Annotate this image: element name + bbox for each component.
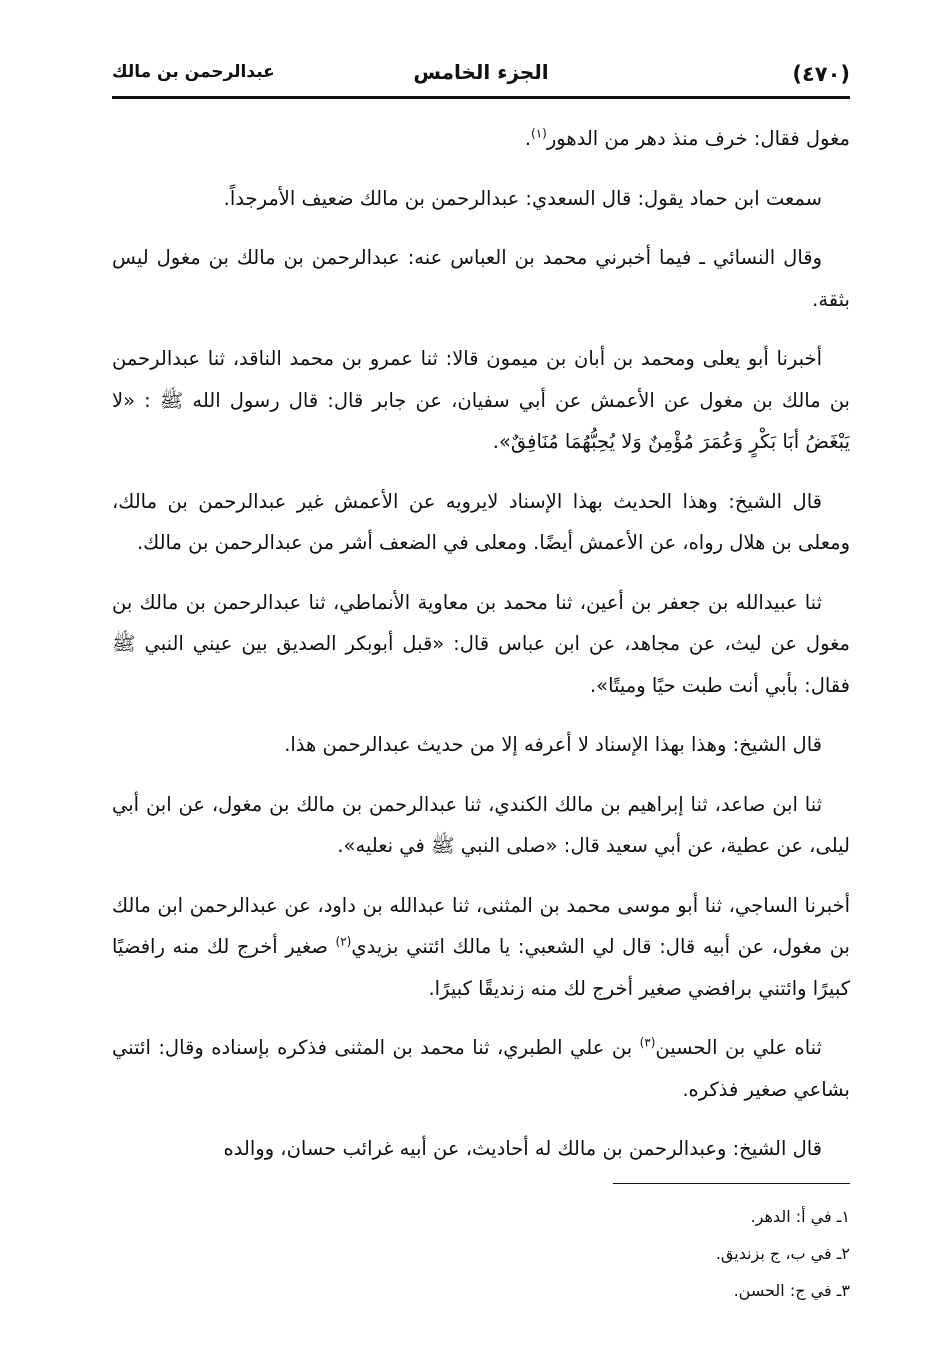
footnote-1: ١ـ في أ: الدهر. [750, 1207, 850, 1226]
footnote-3: ٣ـ في ج: الحسن. [733, 1281, 850, 1300]
footnote-rule [613, 1183, 850, 1184]
footnote-ref-1: (١) [531, 126, 547, 141]
paragraph-10-text: ثناه علي بن الحسين [655, 1036, 822, 1059]
paragraph-9-text: أخبرنا الساجي، ثنا أبو موسى محمد بن المثنى، ثنا عبدالله بن داود، عن عبدالرحمن ابن مالك بن مغول، عن أبيه قال: قال لي الشعبي: يا مالك ائتني بزيدي [112, 893, 850, 958]
page-number: (٤٧٠) [792, 62, 850, 86]
footnote-2: ٢ـ في ب، ج بزنديق. [715, 1244, 850, 1263]
main-text [112, 118, 850, 1188]
footnotes [112, 1198, 850, 1309]
paragraph-1-tail: . [524, 127, 532, 150]
paragraph-1 [112, 118, 850, 160]
paragraph-11: قال الشيخ: وعبدالرحمن بن مالك له أحاديث، عن أبيه غرائب حسان، ووالده [223, 1137, 822, 1160]
paragraph-4: أخبرنا أبو يعلى ومحمد بن أبان بن ميمون قالا: ثنا عمرو بن محمد الناقد، ثنا عبدالرحمن بن مالك بن مغول عن الأعمش عن أبي سفيان، عن جابر قال: قال رسول الله ﷺ : «لا يَبْغَضُ أبَا بَكْرٍ وَعُمَرَ مُؤْمِنٌ وَلا يُحِبُّهُمَا مُنَافِقٌ». [112, 347, 850, 453]
paragraph-1-text: مغول فقال: خرف منذ دهر من الدهور [546, 127, 850, 150]
paragraph-7: قال الشيخ: وهذا بهذا الإسناد لا أعرفه إلا من حديث عبدالرحمن هذا. [284, 733, 822, 756]
paragraph-9 [112, 885, 850, 1010]
paragraph-5: قال الشيخ: وهذا الحديث بهذا الإسناد لايرويه عن الأعمش غير عبدالرحمن بن مالك، ومعلى بن هلال رواه، عن الأعمش أيضًا. ومعلى في الضعف أشر من عبدالرحمن بن مالك. [112, 489, 850, 554]
paragraph-10-tail: بن علي الطبري، ثنا محمد بن المثنى فذكره بإسناده وقال: ائتني بشاعي صغير فذكره. [112, 1036, 850, 1101]
section-title: الجزء الخامس [413, 60, 549, 84]
paragraph-2: سمعت ابن حماد يقول: قال السعدي: عبدالرحمن بن مالك ضعيف الأمرجداً. [223, 186, 822, 210]
paragraph-6: ثنا عبيدالله بن جعفر بن أعين، ثنا محمد بن معاوية الأنماطي، ثنا عبدالرحمن بن مالك بن مغول عن ليث، عن مجاهد، عن ابن عباس قال: «قبل أبوبكر الصديق بين عيني النبي ﷺ فقال: بأبي أنت طبت حيًا وميتًا». [112, 590, 850, 697]
footnote-ref-2: (٢) [335, 934, 352, 949]
paragraph-8: ثنا ابن صاعد، ثنا إبراهيم بن مالك الكندي، ثنا عبدالرحمن بن مالك بن مغول، عن ابن أبي ليلى، عن عطية، عن أبي سعيد قال: «صلى النبي ﷺ في نعليه». [112, 792, 850, 857]
paragraph-9-tail: صغير أخرج لك منه رافضيًا كبيرًا وائتني برافضي صغير أخرج لك منه زنديقًا كبيرًا. [112, 935, 850, 1000]
paragraph-3: وقال النسائي ـ فيما أخبرني محمد بن العباس عنه: عبدالرحمن بن مالك بن مغول ليس بثقة. [112, 246, 850, 311]
header-rule [112, 96, 850, 99]
paragraph-10 [112, 1027, 850, 1110]
page-header [112, 56, 850, 96]
running-head: عبدالرحمن بن مالك [112, 62, 275, 82]
footnote-ref-3: (٣) [639, 1035, 656, 1050]
